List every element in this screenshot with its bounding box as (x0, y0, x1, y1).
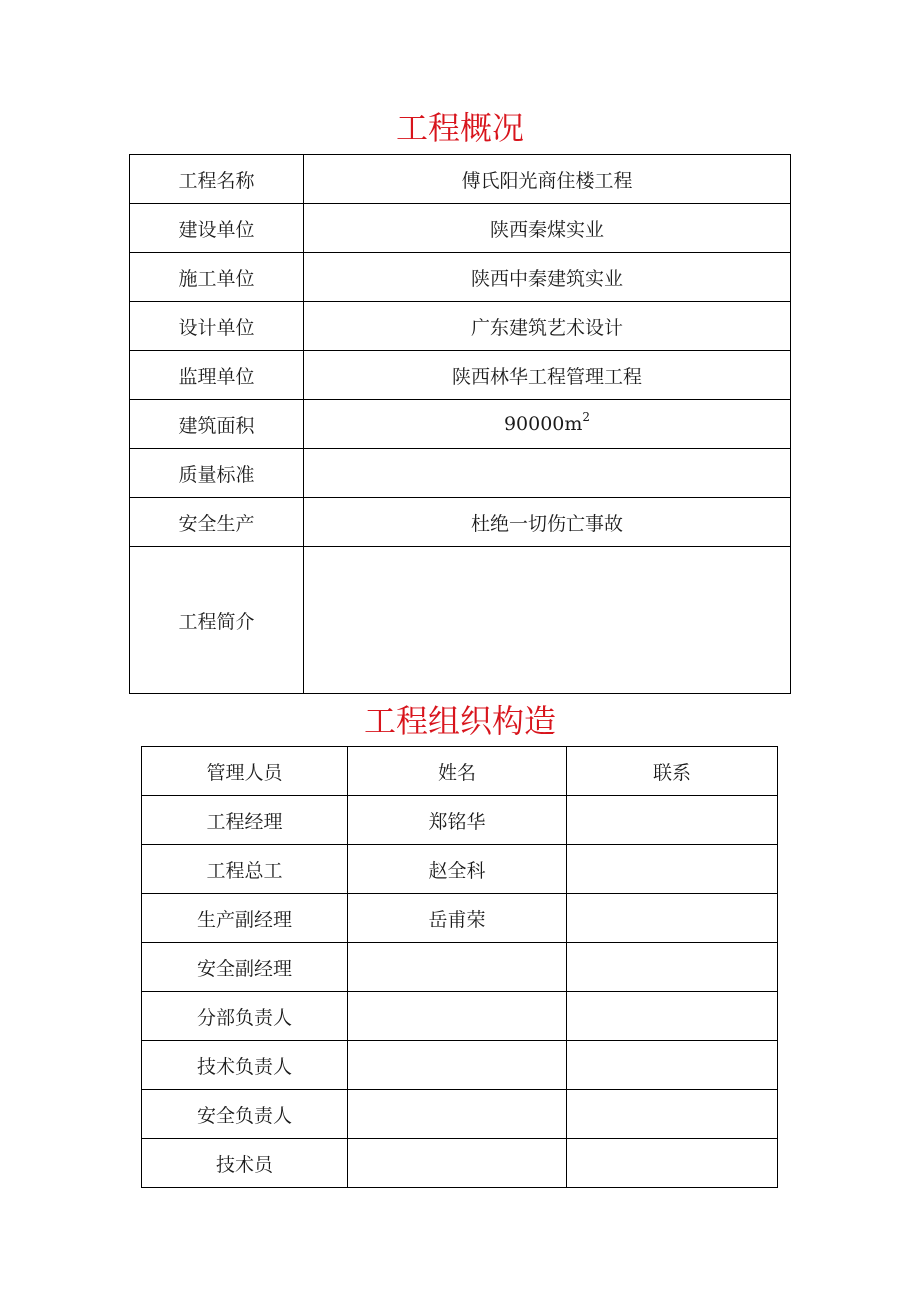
row-label: 工程名称 (130, 155, 304, 204)
contact-cell (567, 1139, 778, 1188)
name-cell (348, 1139, 567, 1188)
row-label: 施工单位 (130, 253, 304, 302)
row-label: 监理单位 (130, 351, 304, 400)
contact-cell (567, 1090, 778, 1139)
table-row (130, 449, 791, 498)
area-number: 90000m (503, 413, 583, 435)
name-cell: 赵全科 (348, 845, 567, 894)
table-row (130, 302, 791, 351)
table-row (130, 351, 791, 400)
role-cell: 工程总工 (142, 845, 348, 894)
header-cell: 姓名 (348, 747, 567, 796)
role-cell: 技术员 (142, 1139, 348, 1188)
name-cell (348, 1090, 567, 1139)
name-cell: 郑铭华 (348, 796, 567, 845)
row-value (304, 449, 791, 498)
row-value: 杜绝一切伤亡事故 (304, 498, 791, 547)
row-label: 工程简介 (130, 547, 304, 694)
table-row (142, 1139, 778, 1188)
name-cell (348, 992, 567, 1041)
row-value: 陕西中秦建筑实业 (304, 253, 791, 302)
role-cell: 分部负责人 (142, 992, 348, 1041)
table-row (142, 845, 778, 894)
table-row (142, 943, 778, 992)
contact-cell (567, 796, 778, 845)
table-row (142, 1090, 778, 1139)
contact-cell (567, 845, 778, 894)
table-row (142, 796, 778, 845)
table-row (142, 894, 778, 943)
contact-cell (567, 894, 778, 943)
header-row (142, 747, 778, 796)
contact-cell (567, 943, 778, 992)
row-label: 建筑面积 (130, 400, 304, 449)
row-value: 傅氏阳光商住楼工程 (304, 155, 791, 204)
role-cell: 工程经理 (142, 796, 348, 845)
row-label: 安全生产 (130, 498, 304, 547)
organization-title: 工程组织构造 (363, 702, 556, 740)
contact-cell (567, 1041, 778, 1090)
role-cell: 生产副经理 (142, 894, 348, 943)
overview-table (129, 154, 791, 694)
row-label: 质量标准 (130, 449, 304, 498)
table-row (130, 547, 791, 694)
table-row (130, 253, 791, 302)
name-cell (348, 943, 567, 992)
row-label: 设计单位 (130, 302, 304, 351)
table-row (130, 498, 791, 547)
role-cell: 技术负责人 (142, 1041, 348, 1090)
name-cell: 岳甫荣 (348, 894, 567, 943)
role-cell: 安全负责人 (142, 1090, 348, 1139)
area-unit-superscript: 2 (582, 410, 591, 424)
row-value: 广东建筑艺术设计 (304, 302, 791, 351)
row-value: 陕西林华工程管理工程 (304, 351, 791, 400)
header-cell: 管理人员 (142, 747, 348, 796)
role-cell: 安全副经理 (142, 943, 348, 992)
table-row (130, 204, 791, 253)
table-row (130, 155, 791, 204)
table-row (142, 992, 778, 1041)
row-value (304, 547, 791, 694)
organization-table (141, 746, 778, 1188)
contact-cell (567, 992, 778, 1041)
overview-title: 工程概况 (395, 109, 524, 147)
name-cell (348, 1041, 567, 1090)
header-cell: 联系 (567, 747, 778, 796)
row-value: 陕西秦煤实业 (304, 204, 791, 253)
table-row (142, 1041, 778, 1090)
area-value (304, 400, 791, 449)
table-row (130, 400, 791, 449)
row-label: 建设单位 (130, 204, 304, 253)
